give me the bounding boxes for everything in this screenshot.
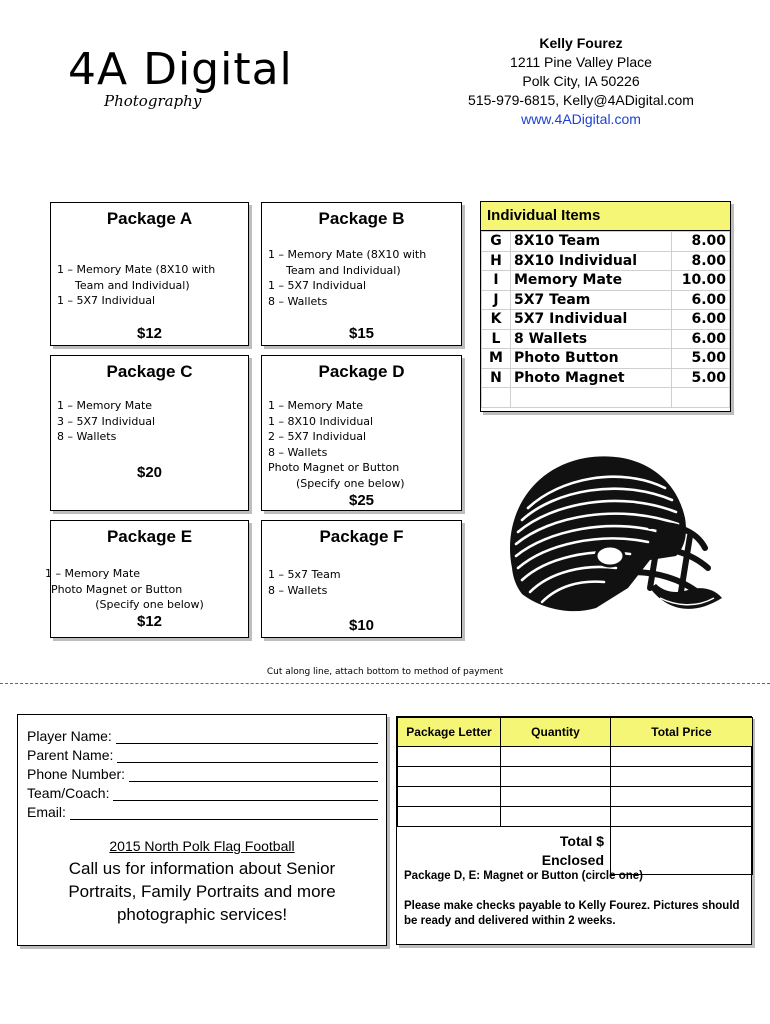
item-name: 8X10 Team — [511, 232, 672, 252]
package-f-box — [261, 520, 462, 638]
write-line[interactable] — [70, 806, 378, 820]
item-code: G — [482, 232, 511, 252]
header-package-letter: Package Letter — [398, 718, 501, 747]
package-line: 1 – Memory Mate (8X10 with — [57, 263, 216, 276]
cut-instruction: Cut along line, attach bottom to method of payment — [266, 667, 504, 677]
package-contents — [57, 398, 242, 445]
total-price-cell[interactable] — [611, 807, 753, 827]
package-title: Package A — [106, 209, 193, 228]
package-de-note: Package D, E: Magnet or Button (circle one) — [404, 870, 643, 882]
package-price: $10 — [348, 617, 375, 634]
item-row — [482, 271, 730, 291]
package-line: 1 – Memory Mate (8X10 with — [268, 248, 427, 261]
field-label: Email: — [27, 804, 66, 820]
item-code: I — [482, 271, 511, 291]
item-code: N — [482, 368, 511, 388]
package-title: Package B — [318, 209, 405, 228]
item-code: L — [482, 329, 511, 349]
item-name: Photo Magnet — [511, 368, 672, 388]
package-contents — [45, 566, 248, 613]
package-line: Photo Magnet or Button — [51, 582, 183, 596]
item-row — [482, 310, 730, 330]
package-title: Package D — [318, 362, 405, 381]
call-us-message: Call us for information about Senior Portraits, Family Portraits and more photographic services! — [68, 859, 336, 924]
total-price-cell[interactable] — [611, 787, 753, 807]
package-c-box — [50, 355, 249, 511]
contact-name: Kelly Fourez — [539, 35, 623, 51]
item-price: 5.00 — [672, 349, 730, 369]
header-total-price: Total Price — [611, 718, 753, 747]
field-label: Phone Number: — [27, 766, 126, 782]
field-label: Parent Name: — [27, 747, 114, 763]
player-name-field[interactable] — [27, 726, 378, 744]
header-quantity: Quantity — [501, 718, 611, 747]
contact-phone-email: 515-979-6815, Kelly@4ADigital.com — [468, 92, 694, 108]
company-logo — [68, 44, 308, 124]
item-code: M — [482, 349, 511, 369]
order-row — [398, 807, 753, 827]
item-price: 6.00 — [672, 290, 730, 310]
player-info-form — [17, 714, 387, 946]
field-label: Team/Coach: — [27, 785, 110, 801]
field-label: Player Name: — [27, 728, 112, 744]
item-row — [482, 368, 730, 388]
package-title: Package C — [106, 362, 193, 381]
total-enclosed-label — [398, 827, 611, 875]
package-line: 1 – 8X10 Individual — [268, 414, 374, 428]
item-price: 8.00 — [672, 251, 730, 271]
item-row — [482, 349, 730, 369]
package-b-box — [261, 202, 462, 346]
package-line: 2 – 5X7 Individual — [268, 430, 367, 443]
package-price: $12 — [136, 325, 163, 342]
item-name: Photo Button — [511, 349, 672, 369]
individual-items-table — [481, 231, 730, 408]
package-letter-cell[interactable] — [398, 787, 501, 807]
phone-number-field[interactable] — [27, 764, 378, 782]
contact-website-link[interactable]: www.4ADigital.com — [521, 111, 641, 127]
package-line: Team and Individual) — [286, 263, 401, 277]
package-price: $25 — [348, 492, 375, 509]
total-enclosed-cell[interactable] — [611, 827, 753, 875]
email-field[interactable] — [27, 802, 378, 820]
package-line: 8 – Wallets — [268, 445, 328, 459]
write-line[interactable] — [113, 787, 378, 801]
item-code: H — [482, 251, 511, 271]
package-d-box — [261, 355, 462, 511]
item-code — [482, 388, 511, 408]
package-letter-cell[interactable] — [398, 767, 501, 787]
contact-city: Polk City, IA 50226 — [522, 73, 640, 89]
package-line: 8 – Wallets — [57, 430, 117, 443]
item-price: 8.00 — [672, 232, 730, 252]
package-price: $12 — [136, 613, 163, 630]
logo-sub-text: Photography — [104, 92, 202, 110]
package-price: $20 — [136, 464, 163, 481]
order-row — [398, 767, 753, 787]
package-letter-cell[interactable] — [398, 747, 501, 767]
quantity-cell[interactable] — [501, 767, 611, 787]
quantity-cell[interactable] — [501, 787, 611, 807]
item-name: 5X7 Individual — [511, 310, 672, 330]
package-title: Package F — [319, 527, 404, 546]
season-title: 2015 North Polk Flag Football — [109, 838, 295, 854]
item-name: Memory Mate — [511, 271, 672, 291]
package-line: 8 – Wallets — [268, 294, 328, 308]
football-helmet-icon — [500, 448, 725, 623]
logo-main-text: 4A Digital — [68, 44, 293, 95]
item-name: 8X10 Individual — [511, 251, 672, 271]
package-line: 8 – Wallets — [268, 583, 328, 597]
package-line: Team and Individual) — [75, 278, 190, 292]
item-row — [482, 251, 730, 271]
cut-line-divider — [0, 683, 770, 684]
parent-name-field[interactable] — [27, 745, 378, 763]
package-contents — [57, 262, 242, 309]
total-label-line2: Enclosed — [541, 851, 604, 868]
package-title: Package E — [106, 527, 193, 546]
quantity-cell[interactable] — [501, 807, 611, 827]
package-line: 1 – 5X7 Individual — [268, 279, 367, 292]
order-table — [397, 717, 753, 875]
package-line: 1 – Memory Mate — [268, 399, 364, 412]
item-code: K — [482, 310, 511, 330]
order-form — [396, 716, 752, 945]
package-line: 1 – Memory Mate — [45, 567, 141, 580]
item-row — [482, 290, 730, 310]
package-contents — [268, 247, 455, 309]
package-contents — [268, 398, 455, 491]
item-name: 8 Wallets — [511, 329, 672, 349]
item-price — [672, 388, 730, 408]
write-line[interactable] — [117, 749, 378, 763]
item-row — [482, 232, 730, 252]
total-price-cell[interactable] — [611, 767, 753, 787]
item-code: J — [482, 290, 511, 310]
item-price: 6.00 — [672, 329, 730, 349]
item-row — [482, 388, 730, 408]
order-row — [398, 747, 753, 767]
total-row — [398, 827, 753, 875]
item-row — [482, 329, 730, 349]
package-price: $15 — [348, 325, 375, 342]
contact-address: 1211 Pine Valley Place — [510, 54, 652, 70]
individual-items-box — [480, 201, 731, 412]
package-letter-cell[interactable] — [398, 807, 501, 827]
item-price: 10.00 — [672, 271, 730, 291]
package-contents — [268, 567, 455, 598]
item-name — [511, 388, 672, 408]
write-line[interactable] — [116, 730, 378, 744]
package-line: 1 – 5X7 Individual — [57, 294, 156, 307]
payment-note: Please make checks payable to Kelly Fourez. Pictures should be ready and delivered within 2 weeks. — [404, 900, 740, 927]
individual-items-title: Individual Items — [481, 202, 730, 231]
package-a-box — [50, 202, 249, 346]
team-coach-field[interactable] — [27, 783, 378, 801]
package-line: 3 – 5X7 Individual — [57, 414, 156, 428]
contact-block — [440, 34, 722, 129]
write-line[interactable] — [129, 768, 378, 782]
total-price-cell[interactable] — [611, 747, 753, 767]
package-line: (Specify one below) — [95, 598, 204, 611]
package-line: 1 – 5x7 Team — [268, 568, 341, 581]
quantity-cell[interactable] — [501, 747, 611, 767]
item-price: 6.00 — [672, 310, 730, 330]
package-e-box — [45, 520, 249, 638]
package-line: Photo Magnet or Button — [268, 461, 400, 474]
package-line: 1 – Memory Mate — [57, 399, 153, 412]
item-price: 5.00 — [672, 368, 730, 388]
item-name: 5X7 Team — [511, 290, 672, 310]
total-label-line1: Total $ — [559, 832, 604, 849]
order-row — [398, 787, 753, 807]
package-line: (Specify one below) — [296, 476, 405, 490]
